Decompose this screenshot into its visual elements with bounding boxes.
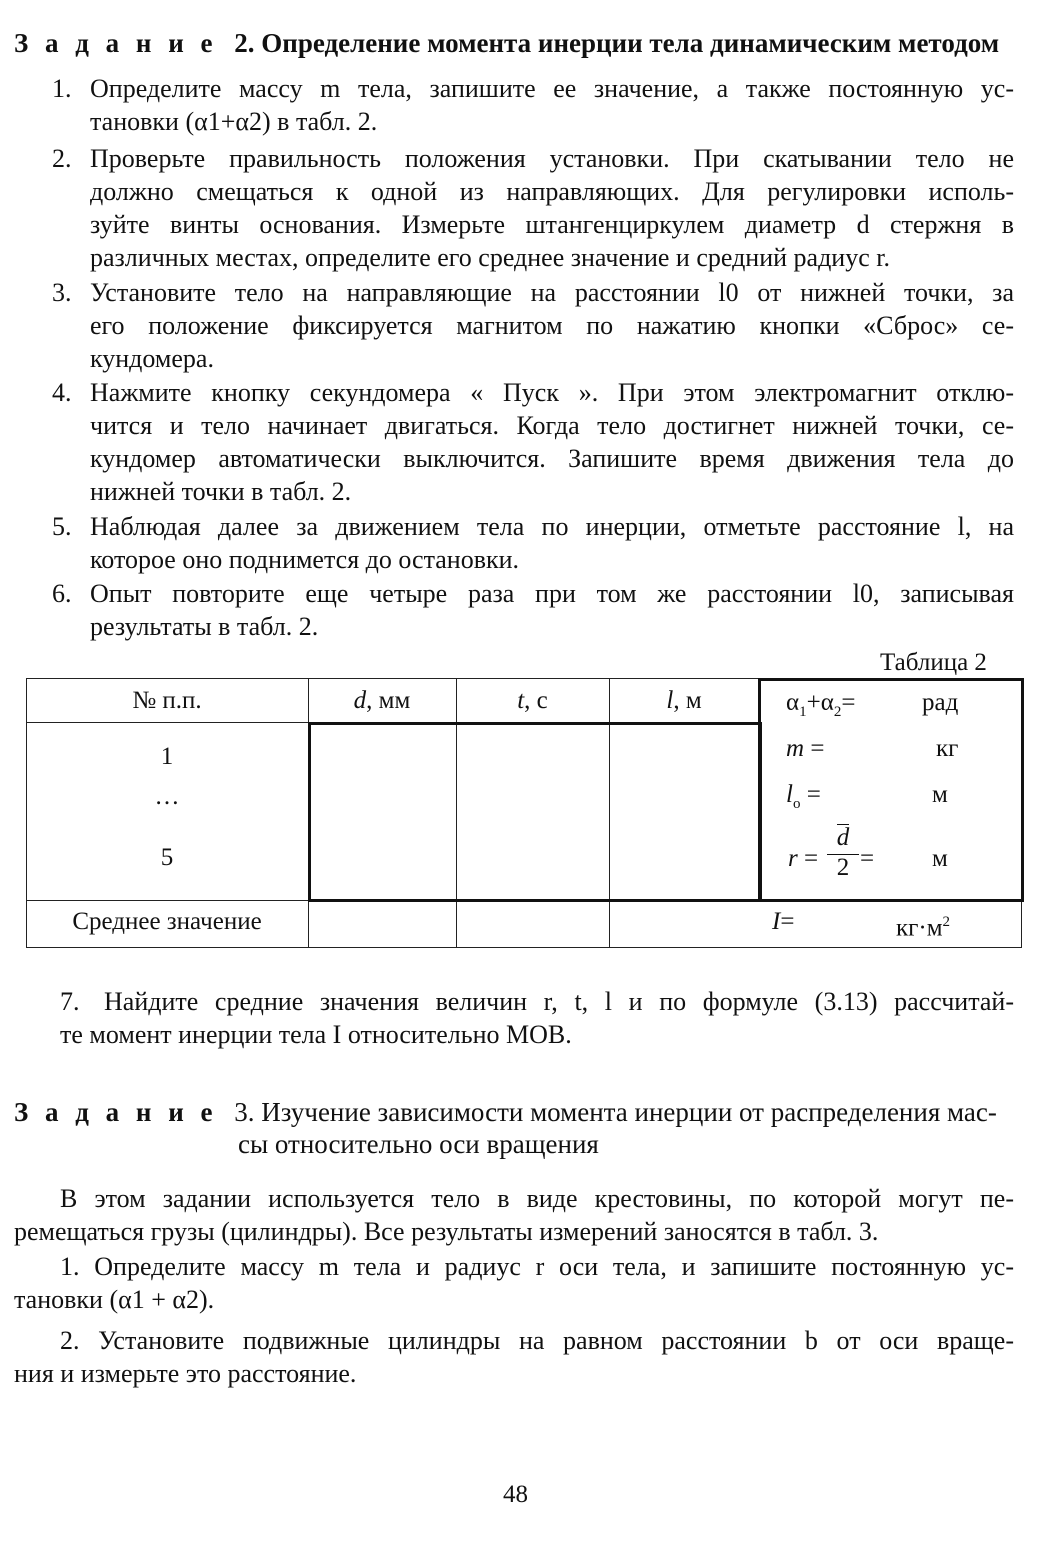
step-text-line: Опыт повторите еще четыре раза при том же расстоянии l0, записывая — [90, 579, 1014, 608]
avg-label: Среднее значение — [72, 908, 262, 935]
row-1: 1 — [160, 743, 174, 770]
task2-title: 2. Определение момента инерции тела динамическим методом — [234, 28, 1000, 58]
task2-label: З а д а н и е — [14, 28, 218, 58]
task2-heading — [14, 27, 999, 60]
task3-heading — [14, 1096, 997, 1129]
table2-caption: Таблица 2 — [880, 649, 987, 676]
const-l0-unit: м — [932, 781, 948, 808]
row-5: 5 — [160, 844, 174, 871]
paragraph-line: 2. Установите подвижные цилиндры на равном расстоянии b от оси враще- — [60, 1326, 1014, 1355]
const-r-fraction: d 2 — [827, 824, 859, 881]
paragraph-line: 1. Определите массу m тела и радиус r оси тела, и запишите постоянную ус- — [60, 1252, 1014, 1281]
step-text-line: различных местах, определите его среднее значение и средний радиус r. — [90, 243, 890, 272]
step-text-line: которое оно поднимется до остановки. — [90, 545, 520, 574]
data-box — [308, 722, 762, 902]
step-number: 2. — [52, 144, 72, 173]
const-l0: $l_о$ = — [786, 781, 821, 812]
step-text-line: чится и тело начинает двигаться. Когда тело достигнет нижней точки, се- — [90, 411, 1014, 440]
step-text-line: нижней точки в табл. 2. — [90, 477, 352, 506]
step-text-line: должно смещаться к одной из направляющих. Для регулировки исполь- — [90, 177, 1014, 206]
const-I: I= — [772, 908, 795, 935]
page-number: 48 — [503, 1481, 528, 1508]
step-text-line: Проверьте правильность положения установки. При скатывании тело не — [90, 144, 1014, 173]
header-l: l, м — [666, 687, 702, 714]
const-r-label: r = — [788, 845, 819, 872]
step-text-line: Нажмите кнопку секундомера « Пуск ». При этом электромагнит отклю- — [90, 378, 1014, 407]
step-text-line: Найдите средние значения величин r, t, l и по формуле (3.13) рассчитай- — [104, 987, 1014, 1016]
step-text-line: результаты в табл. 2. — [90, 612, 319, 641]
task3-title-2: сы относительно оси вращения — [238, 1129, 599, 1159]
step-text-line: зуйте винты основания. Измерьте штангенциркулем диаметр d стержня в — [90, 210, 1014, 239]
step-text-line: тановки (α1+α2) в табл. 2. — [90, 107, 378, 136]
task3-label: З а д а н и е — [14, 1097, 218, 1127]
const-alpha-unit: рад — [922, 689, 959, 716]
task3-title-1: 3. Изучение зависимости момента инерции от распределения мас- — [234, 1097, 997, 1127]
paragraph-line: ния и измерьте это расстояние. — [14, 1359, 357, 1388]
step-text-line: кундомера. — [90, 344, 214, 373]
step-text-line: Установите тело на направляющие на расстоянии l0 от нижней точки, за — [90, 278, 1014, 307]
step-text-line: кундомер автоматически выключится. Запишите время движения тела до — [90, 444, 1014, 473]
const-alpha: $\alpha_1+\alpha_2=$ — [786, 689, 856, 720]
step-text-line: его положение фиксируется магнитом по нажатию кнопки «Сброс» се- — [90, 311, 1014, 340]
header-num: № п.п. — [132, 687, 202, 714]
step-text-line: Определите массу m тела, запишите ее значение, а также постоянную ус- — [90, 74, 1014, 103]
step-number: 1. — [52, 74, 72, 103]
const-m-unit: кг — [936, 735, 959, 762]
table2 — [26, 678, 1022, 948]
step-text-line: Наблюдая далее за движением тела по инерции, отметьте расстояние l, на — [90, 512, 1014, 541]
step-number: 7. — [60, 987, 80, 1016]
step-number: 4. — [52, 378, 72, 407]
step-number: 6. — [52, 579, 72, 608]
paragraph-line: В этом задании используется тело в виде крестовины, по которой могут пе- — [60, 1184, 1014, 1213]
paragraph-line: ремещаться грузы (цилиндры). Все результаты измерений заносятся в табл. 3. — [14, 1217, 879, 1246]
step-number: 3. — [52, 278, 72, 307]
row-ellipsis: … — [154, 783, 180, 810]
const-r-unit: м — [932, 845, 948, 872]
paragraph-line: тановки (α1 + α2). — [14, 1285, 215, 1314]
step-number: 5. — [52, 512, 72, 541]
const-m: m = — [786, 735, 825, 762]
const-I-unit: $кг\cdot м^2$ — [896, 914, 951, 942]
const-r-eq: = — [860, 845, 875, 872]
step-text-line: те момент инерции тела I относительно МОВ. — [60, 1020, 572, 1049]
header-d: d, мм — [353, 687, 411, 714]
header-t: t, с — [517, 687, 548, 714]
